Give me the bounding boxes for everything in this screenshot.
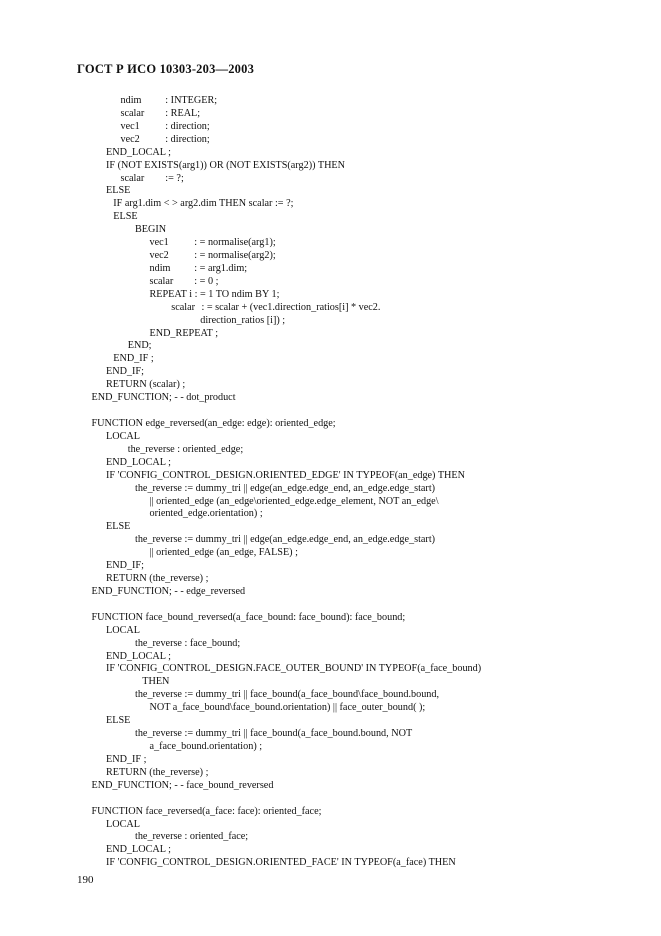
code-token: || oriented_edge (an_edge, FALSE) ; [149, 547, 298, 559]
code-line [135, 483, 435, 495]
code-line [106, 457, 171, 469]
code-token: vec1 [120, 120, 140, 132]
code-token: vec2 [120, 133, 140, 145]
code-token: direction_ratios [i]) ; [200, 314, 286, 326]
code-token: IF 'CONFIG_CONTROL_DESIGN.ORIENTED_EDGE' IN TYPEOF(an_edge) THEN [106, 469, 465, 481]
code-token: : = scalar + (vec1.direction_ratios[i] * vec2. [201, 301, 381, 313]
code-line [150, 508, 263, 520]
code-token: scalar [120, 172, 145, 184]
code-line [121, 121, 210, 133]
code-token: IF 'CONFIG_CONTROL_DESIGN.ORIENTED_FACE' IN TYPEOF(a_face) THEN [106, 857, 456, 869]
code-token: the_reverse := dummy_tri || edge(an_edge.edge_end, an_edge.edge_start) [135, 482, 436, 494]
code-token: || oriented_edge (an_edge\oriented_edge.edge_element, NOT an_edge\ [149, 495, 439, 507]
code-line [92, 586, 246, 598]
document-header: ГОСТ Р ИСО 10303-203—2003 [77, 62, 255, 76]
code-token: LOCAL [106, 818, 140, 830]
code-line [106, 185, 130, 197]
code-token: : = normalise(arg1); [194, 237, 276, 249]
code-token: RETURN (the_reverse) ; [106, 766, 209, 778]
code-line [106, 651, 171, 663]
code-token: oriented_edge.orientation) ; [149, 508, 263, 520]
code-token: : direction; [165, 120, 210, 132]
code-token: END_LOCAL ; [106, 650, 171, 662]
code-line [135, 534, 435, 546]
code-line [135, 728, 412, 740]
code-line [92, 612, 406, 624]
code-token: vec1 [149, 237, 169, 249]
code-line [171, 302, 380, 314]
code-token: scalar [120, 107, 145, 119]
code-token: END_IF; [106, 560, 144, 572]
code-token: IF arg1.dim < > arg2.dim THEN scalar := ?; [113, 198, 294, 210]
code-line [106, 767, 208, 779]
code-token: : = 0 ; [194, 275, 219, 287]
code-line [92, 780, 274, 792]
code-token: : REAL; [165, 107, 201, 119]
code-line [121, 95, 218, 107]
code-token: : INTEGER; [165, 95, 218, 106]
code-token: END_LOCAL ; [106, 146, 171, 158]
code-token: : = normalise(arg2); [194, 250, 276, 262]
code-token: a_face_bound.orientation) ; [149, 741, 263, 752]
code-token: the_reverse : face_bound; [135, 637, 241, 649]
code-line [121, 134, 210, 146]
code-token: REPEAT i : = 1 TO ndim BY 1; [149, 288, 280, 300]
code-line [106, 715, 130, 727]
code-token: the_reverse : oriented_face; [135, 831, 249, 843]
code-line [135, 689, 439, 701]
code-line [106, 663, 481, 675]
code-line [150, 263, 248, 275]
code-token: END_FUNCTION; - - dot_product [91, 392, 236, 404]
code-token: ELSE [106, 185, 131, 197]
code-line [150, 328, 219, 340]
code-token: END_FUNCTION; - - edge_reversed [91, 585, 246, 597]
code-token: LOCAL [106, 430, 140, 442]
code-token: ELSE [113, 211, 138, 223]
code-line [106, 560, 144, 572]
code-token: END_LOCAL ; [106, 456, 171, 468]
code-line [142, 676, 169, 688]
code-line [150, 237, 276, 249]
code-token: ELSE [106, 521, 131, 533]
code-line [106, 147, 171, 159]
code-token: the_reverse : oriented_edge; [127, 443, 244, 455]
code-token: IF (NOT EXISTS(arg1)) OR (NOT EXISTS(arg2)) THEN [106, 159, 346, 171]
code-line [106, 754, 146, 766]
code-token: FUNCTION face_reversed(a_face: face): oriented_face; [91, 805, 322, 817]
code-token: := ?; [165, 172, 184, 184]
code-token: THEN [142, 676, 170, 688]
code-token: END_IF; [106, 366, 144, 378]
code-line [113, 198, 293, 210]
code-line [106, 625, 140, 637]
code-line [106, 470, 465, 482]
code-token: ndim [149, 262, 171, 274]
code-token: ndim [120, 95, 142, 106]
code-line [92, 392, 236, 404]
code-line [113, 211, 137, 223]
code-token: NOT a_face_bound\face_bound.orientation) || face_outer_bound( ); [149, 702, 426, 714]
page-number: 190 [77, 874, 94, 886]
code-token: : direction; [165, 133, 210, 145]
code-line [106, 573, 208, 585]
code-line [106, 379, 185, 391]
code-token: END_LOCAL ; [106, 844, 171, 856]
code-line [121, 108, 201, 120]
code-line [106, 857, 456, 869]
code-line [150, 496, 439, 508]
code-line [113, 353, 153, 365]
code-line [106, 431, 140, 443]
code-line [150, 741, 263, 753]
code-token: IF 'CONFIG_CONTROL_DESIGN.FACE_OUTER_BOUND' IN TYPEOF(a_face_bound) [106, 663, 482, 675]
code-token: scalar [171, 301, 196, 313]
code-line [92, 418, 336, 430]
code-token: LOCAL [106, 624, 140, 636]
code-token: the_reverse := dummy_tri || face_bound(a_face_bound\face_bound.bound, [135, 689, 440, 701]
code-token: : = arg1.dim; [194, 262, 248, 274]
code-token: FUNCTION face_bound_reversed(a_face_bound: face_bound): face_bound; [91, 611, 406, 623]
code-line [128, 444, 243, 456]
code-line [128, 340, 152, 352]
code-line [106, 160, 345, 172]
code-token: BEGIN [135, 224, 167, 236]
code-line [121, 173, 184, 185]
code-line [135, 638, 240, 650]
code-line [106, 366, 144, 378]
code-line [200, 315, 285, 327]
code-line [150, 250, 276, 262]
code-line [135, 224, 166, 236]
code-token: the_reverse := dummy_tri || face_bound(a_face_bound.bound, NOT [135, 728, 413, 740]
code-token: END_FUNCTION; - - face_bound_reversed [91, 779, 274, 791]
code-token: ELSE [106, 715, 131, 727]
code-token: FUNCTION edge_reversed(an_edge: edge): oriented_edge; [91, 418, 336, 429]
code-line [106, 844, 171, 856]
code-token: vec2 [149, 250, 169, 262]
code-line [106, 819, 140, 831]
code-token: END; [127, 340, 152, 352]
code-token: RETURN (the_reverse) ; [106, 573, 209, 585]
code-line [106, 521, 130, 533]
code-line [150, 276, 219, 288]
code-token: END_REPEAT ; [149, 327, 219, 339]
code-line [135, 831, 248, 843]
code-line [150, 289, 280, 301]
code-token: the_reverse := dummy_tri || edge(an_edge.edge_end, an_edge.edge_start) [135, 534, 436, 546]
code-token: END_IF ; [106, 753, 147, 765]
code-line [150, 702, 426, 714]
code-line [150, 547, 298, 559]
code-token: END_IF ; [113, 353, 154, 365]
code-token: RETURN (scalar) ; [106, 379, 186, 391]
code-token: scalar [149, 275, 174, 287]
code-line [92, 806, 322, 818]
